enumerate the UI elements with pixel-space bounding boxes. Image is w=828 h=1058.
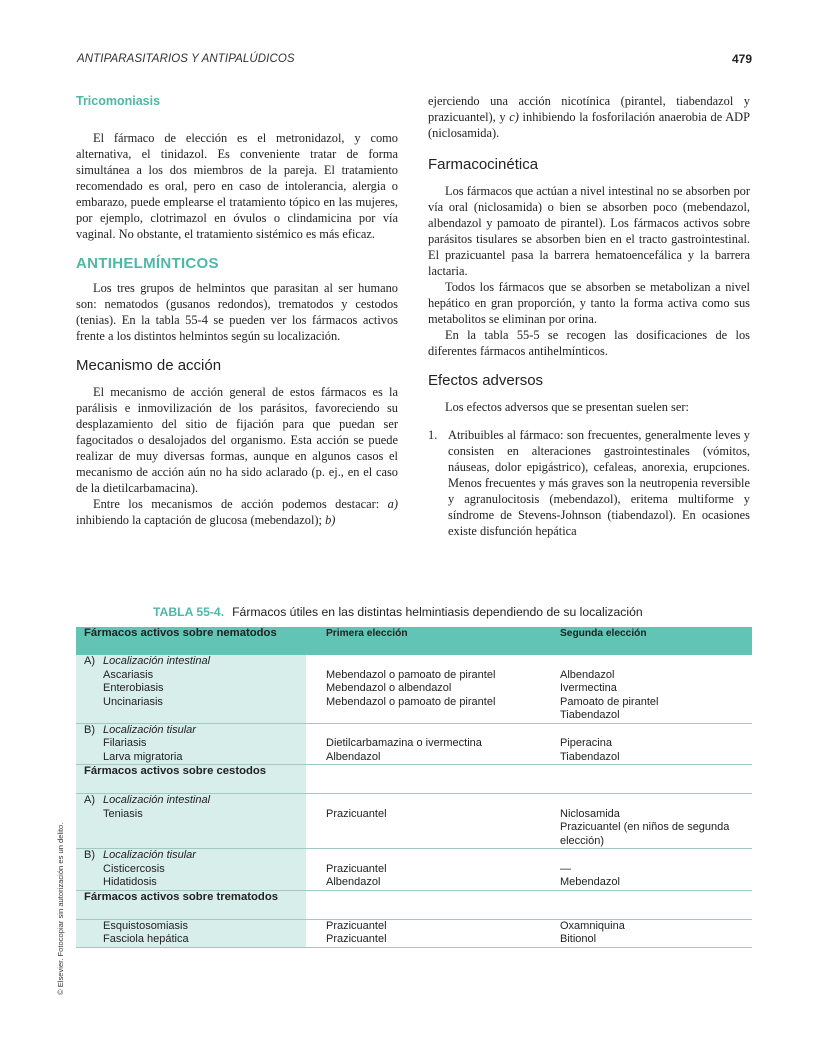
table-cell [542,765,752,794]
second-choice: Tiabendazol [560,709,620,721]
table-cell [306,723,542,765]
section-title: Fármacos activos sobre cestodos [76,765,306,794]
list-number: 1. [428,428,438,442]
disease: Filariasis [103,737,147,749]
section-title: Fármacos activos sobre trematodos [76,890,306,919]
group-title [84,849,306,863]
second-choice: Pamoato de pirantel [560,695,659,708]
section-row-cestodos [76,765,752,794]
paragraph: En la tabla 55-5 se recogen las dosificaciones de los diferentes fármacos antihelmínticos. [428,328,750,358]
table-row [76,794,752,849]
helminth-drugs-table [76,627,752,948]
table-caption-text: Fármacos útiles en las distintas helmintiasis dependiendo de su localización [232,605,643,619]
table-row [76,849,752,891]
heading-antihelminticos: ANTIHELMÍNTICOS [76,255,219,272]
second-choice: Mebendazol [560,876,620,888]
first-choice: Dietilcarbamazina o ivermectina [326,737,482,749]
table-cell [542,890,752,919]
section-row-trematodos [76,890,752,919]
running-header-title: ANTIPARASITARIOS Y ANTIPALÚDICOS [77,53,295,65]
second-choice: Tiabendazol [560,750,620,763]
second-choice: Piperacina [560,737,612,749]
first-choice: Mebendazol o albendazol [326,682,452,694]
table-cell [542,655,752,723]
table-cell [542,849,752,891]
list-marker: c) [509,110,519,124]
list-text: Atribuibles al fármaco: son frecuentes, generalmente leves y consisten en alteraciones gastrointestinales (vómitos, náuseas, dolor epigástrico), cefaleas, anorexia, erupciones. Menos frecuentes y más graves son la neutropenia reversible y agranulocitosis (mebendazol), eritema multiforme y síndrome de Stevens-Johnson (tiabendazol). En ocasiones existe disfunción hepática [448,428,750,538]
first-choice: Prazicuantel [326,933,387,945]
text: inhibiendo la fosforilación anaerobia de ADP (niclosamida). [428,110,750,140]
paragraph: Los fármacos que actúan a nivel intestinal no se absorben por vía oral (niclosamida) o bien se absorben poco (mebendazol, albendazol y pamoato de pirantel). Los fármacos activos sobre parásitos tisulares se absorben bien en el tracto gastrointestinal. El prazicuantel pasa la barrera hematoencefálica y la barrera lactaria. [428,184,750,278]
group-letter: B) [84,849,95,861]
copyright-note: © Elsevier. Fotocopiar sin autorización es un delito. [56,822,65,995]
paragraph: El mecanismo de acción general de estos fármacos es la parálisis e inmovilización de los parásitos, favoreciendo su desplazamiento del sitio de fijación para que puedan ser fagocitados o desalojados del organismo. Esta acción se puede realizar de muy diversas formas, aunque en algunos casos el mecanismo de acción aún no ha sido aclarado (p. ej., en el caso de la dietilcarbamacina). [76,385,398,495]
disease: Cisticercosis [103,862,165,875]
table-cell [76,849,306,891]
table-header-row [76,627,752,655]
text: ejerciendo una acción nicotínica (pirantel, tiabendazol y prazicuantel), y [428,94,750,124]
table-cell [76,655,306,723]
paragraph: El fármaco de elección es el metronidazol, y como alternativa, el tinidazol. Es conveniente tratar de forma simultánea a los dos miembros de la pareja. El tratamiento recomendado es oral, pero en caso de intolerancia, alergia o embarazo, puede emplearse el tratamiento tópico en las mujeres, por ejemplo, clotrimazol en óvulos o clindamicina por vía vaginal. No obstante, el tratamiento sistémico es más eficaz. [76,131,398,241]
table-row [76,655,752,723]
table-cell [306,765,542,794]
table-cell [306,794,542,849]
page-number: 479 [731,52,752,66]
table-row [76,919,752,947]
disease: Fasciola hepática [103,933,189,945]
table-caption [153,605,643,619]
disease: Esquistosomiasis [103,919,188,932]
list-marker: b) [325,513,336,527]
table-cell [306,890,542,919]
group-label: Localización tisular [103,723,196,736]
text: Entre los mecanismos de acción podemos destacar: [93,497,388,511]
first-choice: Prazicuantel [326,919,387,932]
paragraph [428,93,750,141]
left-column [76,93,398,528]
paragraph: Todos los fármacos que se absorben se metabolizan a nivel hepático en gran proporción, y tanto la forma activa como sus metabolitos se eliminan por orina. [428,280,750,326]
table-cell [542,794,752,849]
table-cell [76,794,306,849]
first-choice: Prazicuantel [326,862,387,875]
heading-efectos-adversos: Efectos adversos [428,372,544,389]
group-title [84,724,306,738]
table-label: TABLA 55-4. [153,605,225,619]
heading-mecanismo: Mecanismo de acción [76,357,222,374]
table-cell [76,723,306,765]
second-choice: Bitionol [560,933,597,945]
disease: Teniasis [103,807,143,820]
disease: Hidatidosis [103,876,157,888]
column-header: Primera elección [306,627,542,655]
first-choice: Mebendazol o pamoato de pirantel [326,668,496,681]
first-choice: Prazicuantel [326,807,387,820]
table-cell [306,849,542,891]
text: inhibiendo la captación de glucosa (mebendazol); [76,513,326,527]
second-choice: Niclosamida [560,807,620,820]
table-cell [76,919,306,947]
group-title [84,794,306,808]
first-choice: Mebendazol o pamoato de pirantel [326,695,496,708]
paragraph [76,496,398,528]
table-row [76,723,752,765]
table-cell [542,919,752,947]
first-choice: Albendazol [326,876,381,888]
second-choice: Oxamniquina [560,919,625,932]
column-header: Fármacos activos sobre nematodos [76,627,306,655]
disease: Ascariasis [103,668,154,681]
group-label: Localización intestinal [103,794,211,806]
group-letter: A) [84,794,95,806]
second-choice: — [560,862,571,875]
group-label: Localización tisular [103,849,196,861]
table-cell [306,655,542,723]
list-marker: a) [387,497,398,511]
adverse-effects-list [428,427,750,539]
group-title [84,655,306,669]
column-header: Segunda elección [542,627,752,655]
heading-tricomoniasis: Tricomoniasis [76,94,161,108]
first-choice: Albendazol [326,750,381,763]
disease: Enterobiasis [103,682,164,694]
group-label: Localización intestinal [103,655,211,667]
list-item [428,427,750,539]
paragraph: Los efectos adversos que se presentan suelen ser: [445,400,689,414]
second-choice: Ivermectina [560,682,617,694]
table-cell [542,723,752,765]
right-column [428,93,750,539]
group-letter: A) [84,655,95,667]
paragraph: Los tres grupos de helmintos que parasitan al ser humano son: nematodos (gusanos redondos), trematodos y cestodos (tenias). En la tabla 55-4 se pueden ver los fármacos activos frente a los distintos helmintos según su localización. [76,281,398,343]
disease: Larva migratoria [103,750,183,763]
group-letter: B) [84,723,95,736]
second-choice: Prazicuantel (en niños de segunda elección) [560,821,730,847]
table-cell [306,919,542,947]
heading-farmacocinetica: Farmacocinética [428,156,539,173]
disease: Uncinariasis [103,695,163,708]
second-choice: Albendazol [560,668,615,681]
